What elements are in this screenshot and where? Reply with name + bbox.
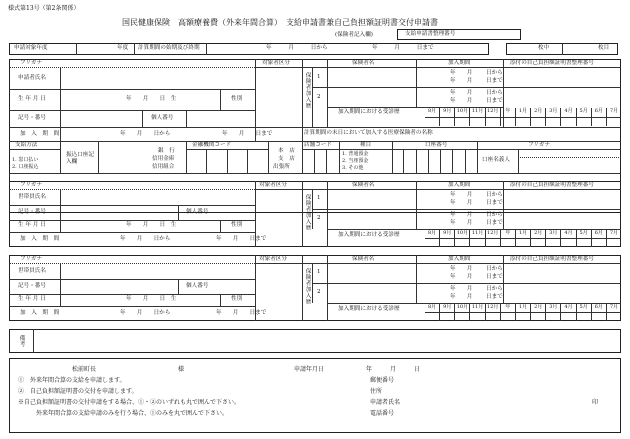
member1-birth-label: 生 年 月 日 <box>18 222 46 228</box>
member1-row-1: 1 <box>317 195 321 201</box>
member2-join-from-2-suffix: 日から <box>486 286 503 292</box>
member1-join-header: 加入期間 <box>448 182 471 188</box>
seal-label: 印 <box>592 399 599 406</box>
member1-join-to-2: 年 月 <box>450 220 473 226</box>
member1-row-2: 2 <box>317 215 321 221</box>
member1-insurer-history: 保険者加入歴 <box>304 194 311 231</box>
account-type-label: 種目 <box>360 142 372 148</box>
member2-name-label: 世帯員氏名 <box>18 268 46 274</box>
member2-insurer-history: 保険者加入歴 <box>304 268 311 305</box>
period-to: 年 月 日まで <box>372 45 434 51</box>
branch-head-label: 本 店 <box>278 148 295 154</box>
member1-cert-header: 添付の自己負担額証明書整理番号 <box>510 182 594 188</box>
join-from-2: 年 月 <box>450 90 473 96</box>
member2-join-to-1: 年 月 <box>450 274 473 280</box>
furigana-label: フリガナ <box>20 60 43 66</box>
member2-enrollment-from: 年 月 日から <box>120 310 171 316</box>
applicant-name-label: 申請者氏名 <box>18 75 46 81</box>
holder-furigana-label: フリガナ <box>528 142 551 148</box>
phone-label: 電話番号 <box>370 410 395 417</box>
address-label: 住所 <box>370 388 383 395</box>
remarks-box[interactable] <box>9 329 621 353</box>
member2-name-input[interactable] <box>61 264 254 278</box>
member1-join-from-2: 年 月 <box>450 212 473 218</box>
member1-furigana: フリガナ <box>20 182 43 188</box>
join-period-header: 加入期間 <box>448 60 471 66</box>
symbol-number-label: 記号・番号 <box>18 115 46 121</box>
member1-insurer-type: 対象者区分 <box>259 182 287 188</box>
birth-date-label: 生 年 月 日 <box>18 96 46 102</box>
gender-label: 性別 <box>231 96 243 102</box>
account-type-2[interactable]: 2. 当座預金 <box>342 158 369 164</box>
member1-enrollment-label: 加 入 期 間 <box>20 236 60 242</box>
applicant-year-label: 申請対象年度 <box>14 45 48 51</box>
member2-join-to-2-suffix: 日まで <box>486 294 503 300</box>
member1-symbol-label: 記号・番号 <box>18 209 46 215</box>
apply-note-1: ※自己負担額証明書の交付申請をする場合、①・②のいずれも丸で囲んで下さい。 <box>18 399 241 406</box>
payment-option-1[interactable]: 1. 窓口払い <box>12 157 39 163</box>
credit-union-label: 信用金庫 <box>152 156 175 162</box>
account-type-3[interactable]: 3. その他 <box>342 165 364 171</box>
join-to-2: 年 月 <box>450 98 473 104</box>
member1-personal-label: 個人番号 <box>186 209 209 215</box>
member2-join-to-1-suffix: 日まで <box>486 274 503 280</box>
applicant-name-input[interactable] <box>61 68 254 88</box>
period-label: 計算期間の始期及び終期 <box>138 45 200 51</box>
account-entry-label: 振込口座記入欄 <box>66 152 94 166</box>
row-2: 2 <box>317 94 321 100</box>
insurer-type-label: 対象者区分 <box>262 60 290 66</box>
bank-code-label: 金融機関コード <box>192 142 232 148</box>
member1-enrollment-from: 年 月 日から <box>120 236 171 242</box>
member1-name-label: 世帯員氏名 <box>18 194 46 200</box>
row-1: 1 <box>317 74 321 80</box>
sama-label: 様 <box>178 366 185 373</box>
apply-line-2[interactable]: ② 自己負担額証明書の交付を申請します。 <box>18 388 138 395</box>
member2-furigana: フリガナ <box>20 256 43 262</box>
member2-consultation-label: 加入期間における受診歴 <box>338 306 400 312</box>
store-code-cells[interactable] <box>302 149 339 173</box>
member2-row-1: 1 <box>317 269 321 275</box>
cert-number-header: 添付の自己負担額証明書整理番号 <box>510 60 594 66</box>
remarks-label: 備考 <box>18 335 25 348</box>
member1-consultation-label: 加入期間における受診歴 <box>338 232 400 238</box>
member1-name-input[interactable] <box>61 190 254 204</box>
postal-label: 郵便番号 <box>370 377 395 384</box>
member1-months: 8月 9月 10月 11月 12月 年 1月 2月 3月 4月 5月 6月 7月 <box>425 230 621 247</box>
member2-row-2: 2 <box>317 289 321 295</box>
member2-join-from-1-suffix: 日から <box>486 266 503 272</box>
member2-join-to-2: 年 月 <box>450 294 473 300</box>
join-to-1: 年 月 <box>450 78 473 84</box>
member1-join-to-2-suffix: 日まで <box>486 220 503 226</box>
member2-join-from-1: 年 月 <box>450 266 473 272</box>
member2-gender-label: 性別 <box>231 296 243 302</box>
birth-date-ymd: 年 月 日 生 <box>126 96 177 102</box>
form-number: 様式第13号（第2条関係） <box>8 5 80 12</box>
join-to-2-suffix: 日まで <box>486 98 503 104</box>
member2-months: 8月 9月 10月 11月 12月 年 1月 2月 3月 4月 5月 6月 7月 <box>425 304 621 321</box>
sheets-label: 枚中 <box>538 45 550 51</box>
member2-birth-label: 生 年 月 日 <box>18 296 46 302</box>
payment-option-2[interactable]: 2. 口座振込 <box>12 164 39 170</box>
period-from: 年 月 日から <box>266 45 328 51</box>
member2-insurer-name-header: 保険者名 <box>352 256 375 262</box>
join-from-1-suffix: 日から <box>486 70 503 76</box>
member2-symbol-label: 記号・番号 <box>18 283 46 289</box>
form-title: 国民健康保険 高額療養費（外来年間合算） 支給申請書兼自己負担額証明書交付申請書 <box>122 18 438 27</box>
credit-coop-label: 信用組合 <box>152 164 175 170</box>
join-from-2-suffix: 日から <box>486 90 503 96</box>
consultation-months: 8月 9月 10月 11月 12月 年 1月 2月 3月 4月 5月 6月 7月 <box>425 108 621 126</box>
member1-join-from-2-suffix: 日から <box>486 212 503 218</box>
member1-join-to-1: 年 月 <box>450 200 473 206</box>
branch-label: 支 店 <box>278 156 295 162</box>
year-suffix: 年度 <box>117 45 129 51</box>
member1-join-to-1-suffix: 日まで <box>486 200 503 206</box>
bank-code-cells[interactable] <box>186 149 268 173</box>
insurer-name-header: 保険者名 <box>352 60 375 66</box>
account-number-label: 口座番号 <box>425 142 448 148</box>
signer-name-label: 申請者氏名 <box>370 399 401 406</box>
member2-join-from-2: 年 月 <box>450 286 473 292</box>
account-type-1[interactable]: 1. 普通預金 <box>342 151 369 157</box>
last-day-note: 計算期間の末日において加入する医療保険者の名称 <box>304 130 433 136</box>
member2-birth-ymd: 年 月 日 生 <box>126 296 177 302</box>
apply-note-2: 外来年間合算の支給申請のみを行う場合、①のみを丸で囲んで下さい。 <box>36 410 229 417</box>
apply-date-ymd: 年 月 日 <box>366 366 421 373</box>
apply-date-label: 申請年月日 <box>294 366 325 373</box>
account-number-cells[interactable] <box>392 149 477 173</box>
branch-office-label: 出張所 <box>273 164 290 170</box>
enrollment-to: 年 月 日まで <box>222 131 273 137</box>
member1-join-from-1-suffix: 日から <box>486 192 503 198</box>
payment-method-label: 支給方法 <box>15 142 38 148</box>
store-code-label: 店舗コード <box>304 142 332 148</box>
insured-entry-label: (保険者記入欄) <box>335 32 373 38</box>
page-label: 枚目 <box>598 45 610 51</box>
consultation-label: 加入期間における受診歴 <box>338 109 400 115</box>
join-from-1: 年 月 <box>450 70 473 76</box>
mayor-label: 松前町長 <box>72 366 97 373</box>
member2-join-header: 加入期間 <box>448 256 471 262</box>
member1-birth-ymd: 年 月 日 生 <box>126 222 177 228</box>
member1-enrollment-to: 年 月 日まで <box>216 236 267 242</box>
member2-insurer-type: 対象者区分 <box>259 256 287 262</box>
holder-label: 口座名義人 <box>482 157 510 163</box>
member2-enrollment-to: 年 月 日まで <box>216 310 267 316</box>
member2-personal-label: 個人番号 <box>186 283 209 289</box>
serial-number-label: 支給申請書整理番号 <box>405 31 456 37</box>
member1-gender-label: 性別 <box>231 222 243 228</box>
member2-cert-header: 添付の自己負担額証明書整理番号 <box>510 256 594 262</box>
insurer-history-label: 保険者加入歴 <box>304 72 311 109</box>
join-to-1-suffix: 日まで <box>486 78 503 84</box>
bank-label: 銀 行 <box>158 148 175 154</box>
apply-line-1[interactable]: ① 外来年間合算の支給を申請します。 <box>18 377 126 384</box>
member1-insurer-name-header: 保険者名 <box>352 182 375 188</box>
enrollment-period-label: 加 入 期 間 <box>20 131 60 137</box>
enrollment-from: 年 月 日から <box>120 131 171 137</box>
personal-number-label: 個人番号 <box>151 115 174 121</box>
member2-enrollment-label: 加 入 期 間 <box>20 310 60 316</box>
member1-join-from-1: 年 月 <box>450 192 473 198</box>
